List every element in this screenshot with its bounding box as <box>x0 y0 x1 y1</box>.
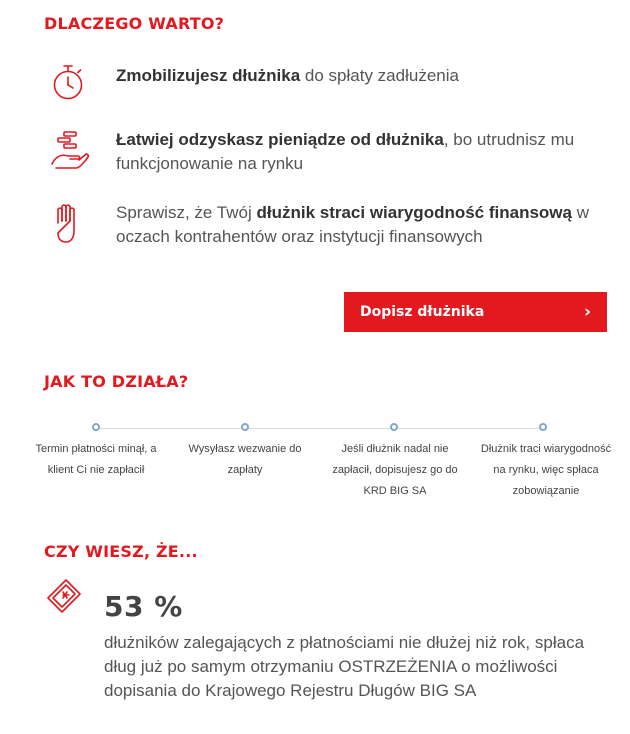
add-debtor-button-label: Dopisz dłużnika <box>360 304 485 320</box>
stop-hand-icon <box>44 201 92 241</box>
benefit-text <box>116 201 616 249</box>
stopwatch-icon <box>44 64 92 104</box>
timeline-step: Wysyłasz wezwanie do zapłaty <box>188 443 302 476</box>
process-timeline <box>0 422 630 502</box>
benefit-pre: Sprawisz, że Twój <box>116 203 257 222</box>
benefit-rest: w oczach kontrahentów oraz instytucji finansowych <box>116 203 589 246</box>
timeline-dot <box>539 423 547 431</box>
timeline-step: Dłużnik traci wiarygodność na rynku, więc spłaca zobowiązanie <box>480 443 612 497</box>
section-title-why: DLACZEGO WARTO? <box>44 14 225 33</box>
section-title-did-you-know: CZY WIESZ, ŻE... <box>44 542 198 561</box>
section-title-how: JAK TO DZIAŁA? <box>44 372 189 391</box>
benefit-text <box>116 64 616 88</box>
benefit-text <box>116 128 616 176</box>
benefit-bold: dłużnik straci wiarygodność finansową <box>256 203 572 222</box>
banknote-icon <box>44 576 84 616</box>
benefit-rest: do spłaty zadłużenia <box>300 66 459 85</box>
add-debtor-button[interactable] <box>344 292 607 332</box>
timeline-step: Termin płatności minął, a klient Ci nie zapłacił <box>35 443 157 476</box>
timeline-dot <box>241 423 249 431</box>
timeline-dot <box>390 423 398 431</box>
timeline-dot <box>92 423 100 431</box>
stat-value: 53 % <box>104 590 183 623</box>
timeline-step: Jeśli dłużnik nadal nie zapłacił, dopisujesz go do KRD BIG SA <box>332 443 458 497</box>
hand-coins-icon <box>44 128 92 168</box>
chevron-right-icon: › <box>583 301 591 322</box>
benefit-rest: , bo utrudnisz mu funkcjonowanie na rynku <box>116 130 575 173</box>
benefit-bold: Zmobilizujesz dłużnika <box>116 66 301 85</box>
stat-description: dłużników zalegających z płatnościami nie dłużej niż rok, spłaca dług już po samym otrzymaniu OSTRZEŻENIA o możliwości dopisania do Krajowego Rejestru Długów BIG SA <box>104 633 585 700</box>
timeline-line <box>96 428 543 429</box>
benefit-bold: Łatwiej odzyskasz pieniądze od dłużnika <box>116 130 444 149</box>
